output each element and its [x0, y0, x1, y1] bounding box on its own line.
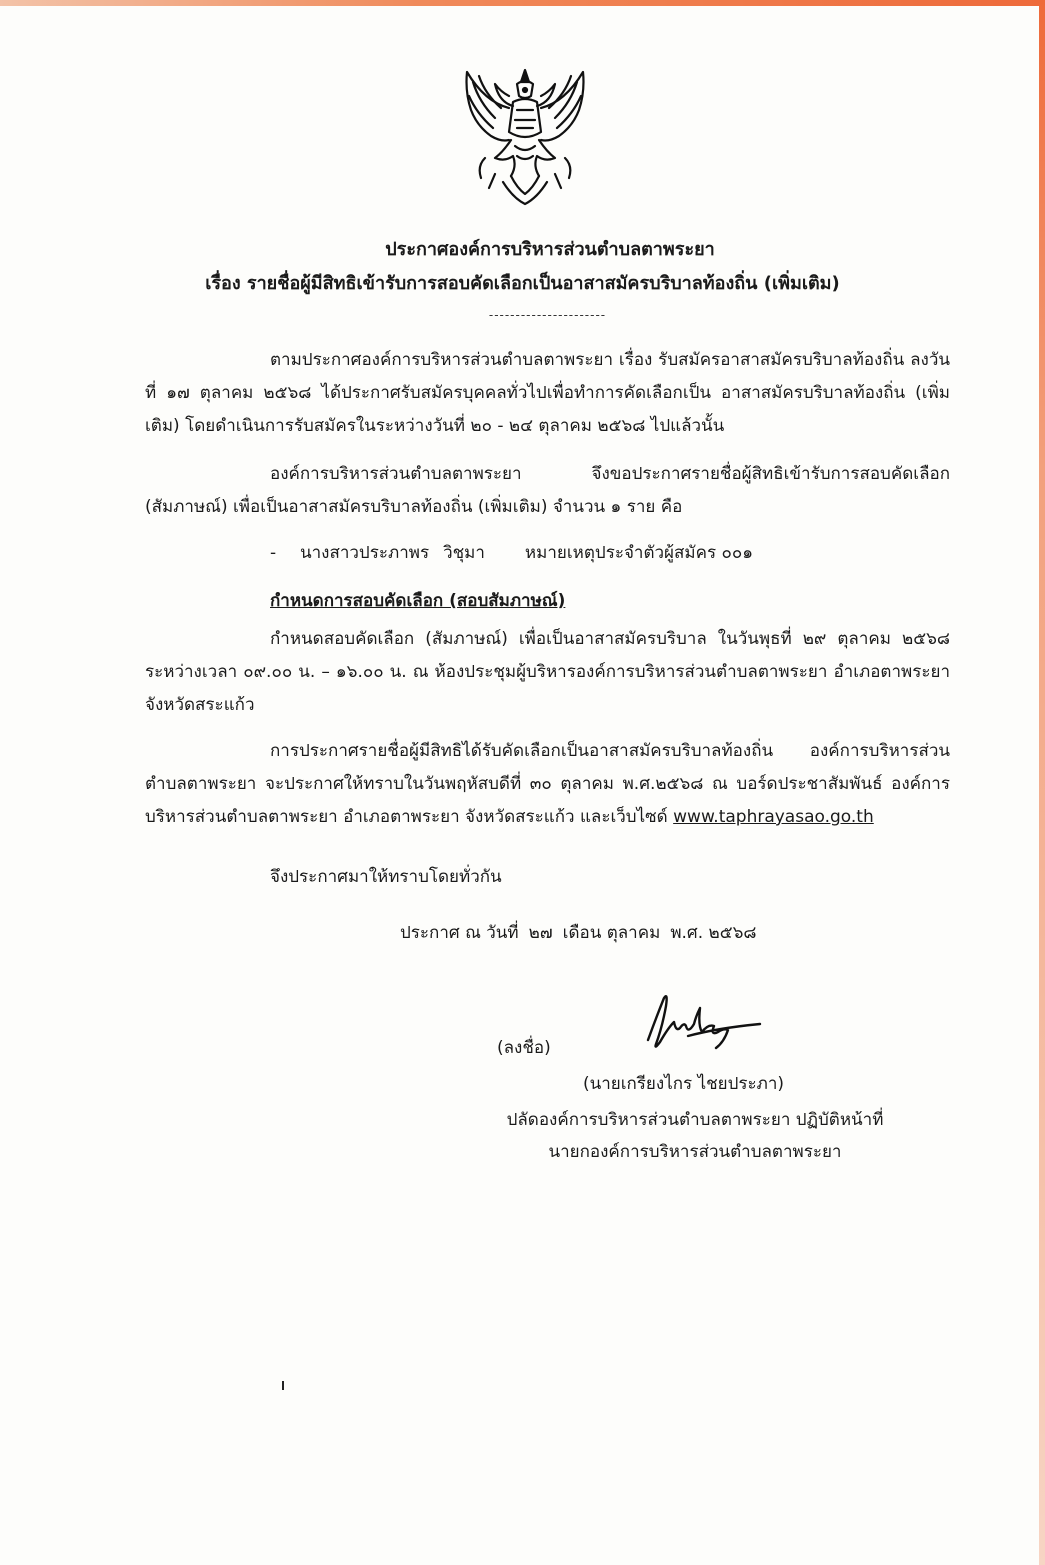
handwritten-signature-icon — [628, 988, 768, 1058]
website-link[interactable]: www.taphrayasao.go.th — [673, 807, 874, 827]
paragraph-schedule-text: กำหนดสอบคัดเลือก (สัมภาษณ์) เพื่อเป็นอาสาสมัครบริบาล ในวันพุธที่ ๒๙ ตุลาคม ๒๕๖๘ ระหว่างเวลา ๐๙.๐๐ น. – ๑๖.๐๐ น. ณ ห้องประชุมผู้บริหารองค์การบริหารส่วนตำบลตาพระยา อำเภอตาพระยา จังหวัดสระแก้ว — [145, 629, 950, 715]
paragraph-announcement-text: องค์การบริหารส่วนตำบลตาพระยา จึงขอประกาศรายชื่อผู้สิทธิเข้ารับการสอบคัดเลือก (สัมภาษณ์) เพื่อเป็นอาสาสมัครบริบาลท้องถิ่น (เพิ่มเติม) จำนวน ๑ ราย คือ — [145, 464, 950, 517]
candidate-first-name: นางสาวประภาพร — [300, 543, 430, 563]
paragraph-schedule — [145, 623, 950, 722]
garuda-emblem-icon — [455, 62, 595, 212]
signer-title-primary: ปลัดองค์การบริหารส่วนตำบลตาพระยา ปฏิบัติหน้าที่ — [506, 1110, 884, 1130]
announcement-subject: เรื่อง รายชื่อผู้มีสิทธิเข้ารับการสอบคัดเลือกเป็นอาสาสมัครบริบาลท้องถิ่น (เพิ่มเติม) — [205, 273, 840, 294]
announcement-title: ประกาศองค์การบริหารส่วนตำบลตาพระยา — [385, 239, 715, 260]
date-month: เดือน ตุลาคม — [562, 923, 661, 943]
candidate-list-item — [270, 538, 753, 568]
paragraph-background-text: ตามประกาศองค์การบริหารส่วนตำบลตาพระยา เรื่อง รับสมัครอาสาสมัครบริบาลท้องถิ่น ลงวันที่ ๑๗ ตุลาคม ๒๕๖๘ ได้ประกาศรับสมัครบุคคลทั่วไปเพื่อทำการคัดเลือกเป็น อาสาสมัครบริบาลท้องถิ่น (เพิ่มเติม) โดยดำเนินการรับสมัครในระหว่างวันที่ ๒๐ - ๒๔ ตุลาคม ๒๕๖๘ ไปแล้วนั้น — [145, 350, 950, 436]
signer-title-secondary: นายกองค์การบริหารส่วนตำบลตาพระยา — [548, 1142, 842, 1162]
candidate-remark: หมายเหตุประจำตัวผู้สมัคร ๐๐๑ — [524, 543, 754, 563]
candidate-last-name: วิชุมา — [443, 543, 485, 563]
closing-statement: จึงประกาศมาให้ทราบโดยทั่วกัน — [270, 867, 502, 887]
signed-label: (ลงชื่อ) — [497, 1038, 551, 1058]
date-day: ๒๗ — [528, 923, 553, 943]
paragraph-results-text: การประกาศรายชื่อผู้มีสิทธิได้รับคัดเลือกเป็นอาสาสมัครบริบาลท้องถิ่น องค์การบริหารส่วนตำบลตาพระยา จะประกาศให้ทราบในวันพฤหัสบดีที่ ๓๐ ตุลาคม พ.ศ.๒๕๖๘ ณ บอร์ดประชาสัมพันธ์ องค์การบริหารส่วนตำบลตาพระยา อำเภอตาพระยา จังหวัดสระแก้ว และเว็บไซด์ — [145, 741, 950, 827]
signer-name: (นายเกรียงไกร ไชยประภา) — [582, 1074, 785, 1094]
paragraph-background — [145, 344, 950, 443]
date-prefix: ประกาศ ณ วันที่ — [400, 923, 519, 943]
scan-speck — [282, 1381, 284, 1390]
date-year: พ.ศ. ๒๕๖๘ — [670, 923, 757, 943]
title-separator: ---------------------- — [488, 308, 607, 322]
paragraph-results — [145, 735, 950, 834]
bullet-dash: - — [270, 543, 277, 563]
paragraph-announcement — [145, 458, 950, 524]
section-heading-schedule: กำหนดการสอบคัดเลือก (สอบสัมภาษณ์) — [270, 591, 566, 611]
announcement-date — [400, 918, 767, 948]
